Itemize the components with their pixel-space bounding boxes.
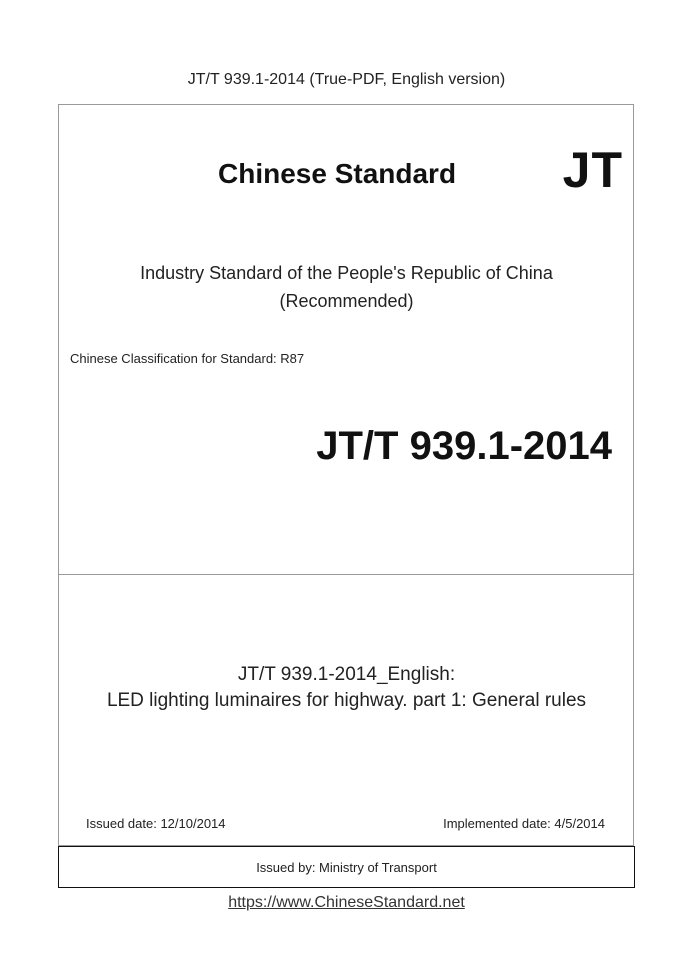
implemented-date: Implemented date: 4/5/2014 <box>443 816 605 831</box>
standard-code-logo: JT <box>562 142 623 198</box>
issuer-panel <box>58 846 635 888</box>
issuing-body <box>0 259 693 315</box>
issued-by-label: Issued by: Ministry of Transport <box>256 859 437 875</box>
standard-number: JT/T 939.1-2014 <box>316 424 612 468</box>
classification-label: Chinese Classification for Standard: R87 <box>70 351 305 366</box>
document-title <box>0 662 693 714</box>
recommended-label: (Recommended) <box>279 291 414 311</box>
page-header: JT/T 939.1-2014 (True-PDF, English version) <box>187 71 506 88</box>
footer <box>0 894 693 912</box>
issued-date: Issued date: 12/10/2014 <box>86 816 226 831</box>
title-name-line: LED lighting luminaires for highway. part 1: General rules <box>106 690 587 711</box>
website-link[interactable]: https://www.ChineseStandard.net <box>228 894 465 911</box>
issuing-body-line: Industry Standard of the People's Republic of China <box>140 263 553 283</box>
title-code-line: JT/T 939.1-2014_English: <box>237 664 456 685</box>
document-kind: Chinese Standard <box>218 158 457 189</box>
